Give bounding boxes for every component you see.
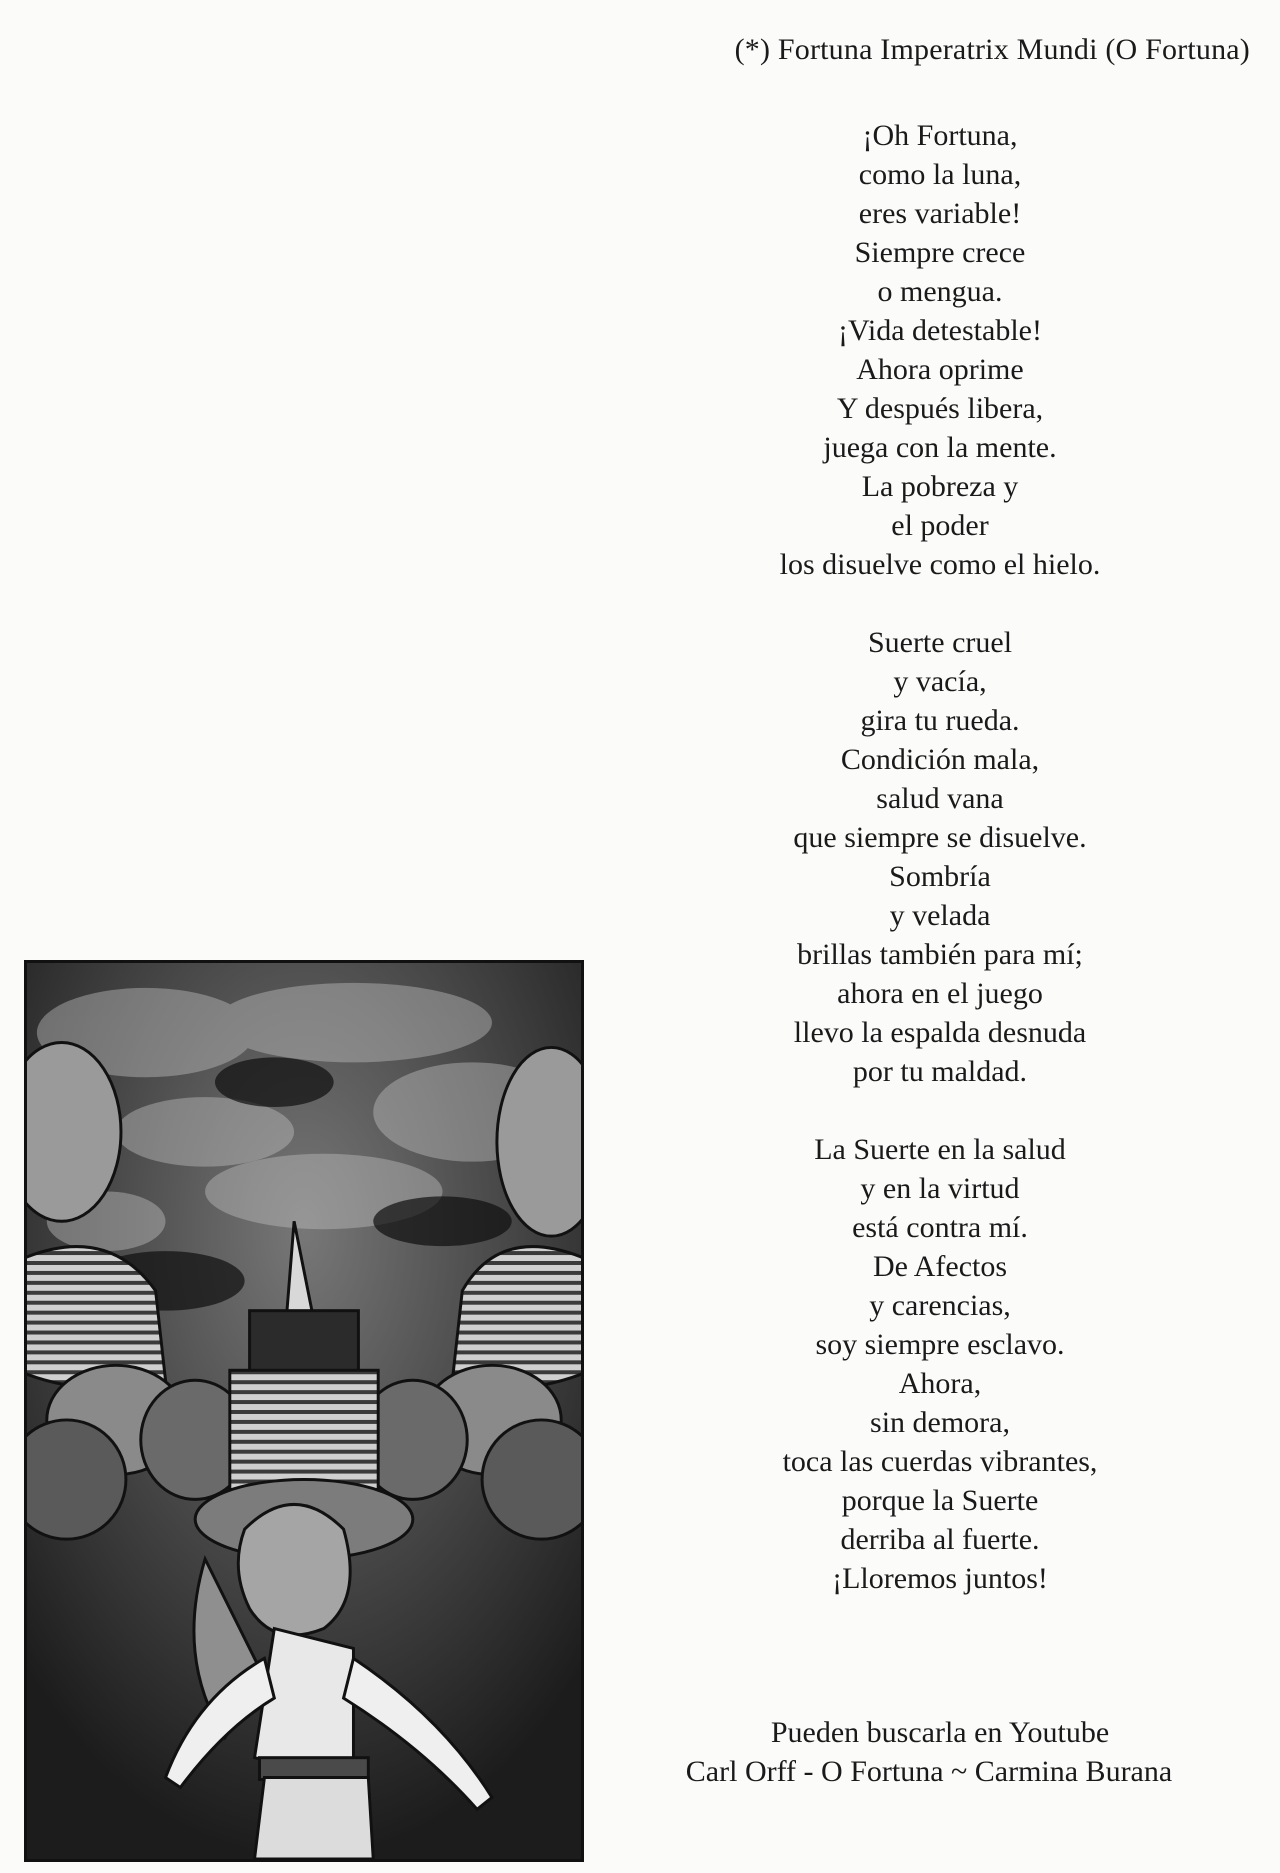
- manga-illustration: [24, 960, 584, 1862]
- poem-line: Suerte cruel: [867, 626, 1013, 659]
- poem-line: ahora en el juego: [837, 977, 1043, 1010]
- poem-line: eres variable!: [858, 197, 1022, 230]
- poem-line: La Suerte en la salud: [814, 1133, 1066, 1166]
- poem-line: sin demora,: [870, 1406, 1010, 1439]
- poem-line: brillas también para mí;: [797, 938, 1083, 971]
- poem-line: porque la Suerte: [841, 1484, 1039, 1517]
- stanza-1: [620, 116, 1260, 584]
- poem-line: Condición mala,: [840, 743, 1040, 776]
- footer-line-credit: Carl Orff - O Fortuna ~ Carmina Burana: [685, 1755, 1173, 1788]
- poem-line: que siempre se disuelve.: [793, 821, 1087, 854]
- poem-line: o mengua.: [877, 275, 1003, 308]
- poem-line: el poder: [891, 509, 989, 542]
- poem-line: ¡Lloremos juntos!: [832, 1562, 1048, 1595]
- poem-line: ¡Vida detestable!: [838, 314, 1042, 347]
- poem-line: llevo la espalda desnuda: [793, 1016, 1087, 1049]
- footer-line-youtube: Pueden buscarla en Youtube: [770, 1716, 1110, 1749]
- footer-note: [620, 1713, 1260, 1791]
- poem-line: los disuelve como el hielo.: [779, 548, 1101, 581]
- poem-line: como la luna,: [858, 158, 1022, 191]
- stanza-3: [620, 1130, 1260, 1598]
- poem-line: juega con la mente.: [823, 431, 1057, 464]
- poem-line: está contra mí.: [852, 1211, 1028, 1244]
- poem-line: salud vana: [876, 782, 1004, 815]
- poem-line: Siempre crece: [854, 236, 1026, 269]
- poem-line: Ahora,: [898, 1367, 982, 1400]
- poem-line: y carencias,: [869, 1289, 1011, 1322]
- poem-line: Sombría: [889, 860, 991, 893]
- poem-line: Y después libera,: [836, 392, 1044, 425]
- poem-line: Ahora oprime: [856, 353, 1024, 386]
- poem-line: ¡Oh Fortuna,: [862, 119, 1018, 152]
- poem-line: La pobreza y: [861, 470, 1019, 503]
- poem-line: y velada: [889, 899, 991, 932]
- manga-illustration-icon: [27, 963, 581, 1859]
- poem-line: gira tu rueda.: [860, 704, 1020, 737]
- poem-line: toca las cuerdas vibrantes,: [782, 1445, 1098, 1478]
- poem-line: soy siempre esclavo.: [815, 1328, 1065, 1361]
- poem-line: derriba al fuerte.: [840, 1523, 1040, 1556]
- poem-line: y vacía,: [893, 665, 987, 698]
- poem-source-title: (*) Fortuna Imperatrix Mundi (O Fortuna): [734, 33, 1250, 66]
- poem-line: De Afectos: [872, 1250, 1008, 1283]
- stanza-2: [620, 623, 1260, 1091]
- poem-line: y en la virtud: [860, 1172, 1020, 1205]
- poem-body: [620, 116, 1260, 1637]
- poem-line: por tu maldad.: [852, 1055, 1028, 1088]
